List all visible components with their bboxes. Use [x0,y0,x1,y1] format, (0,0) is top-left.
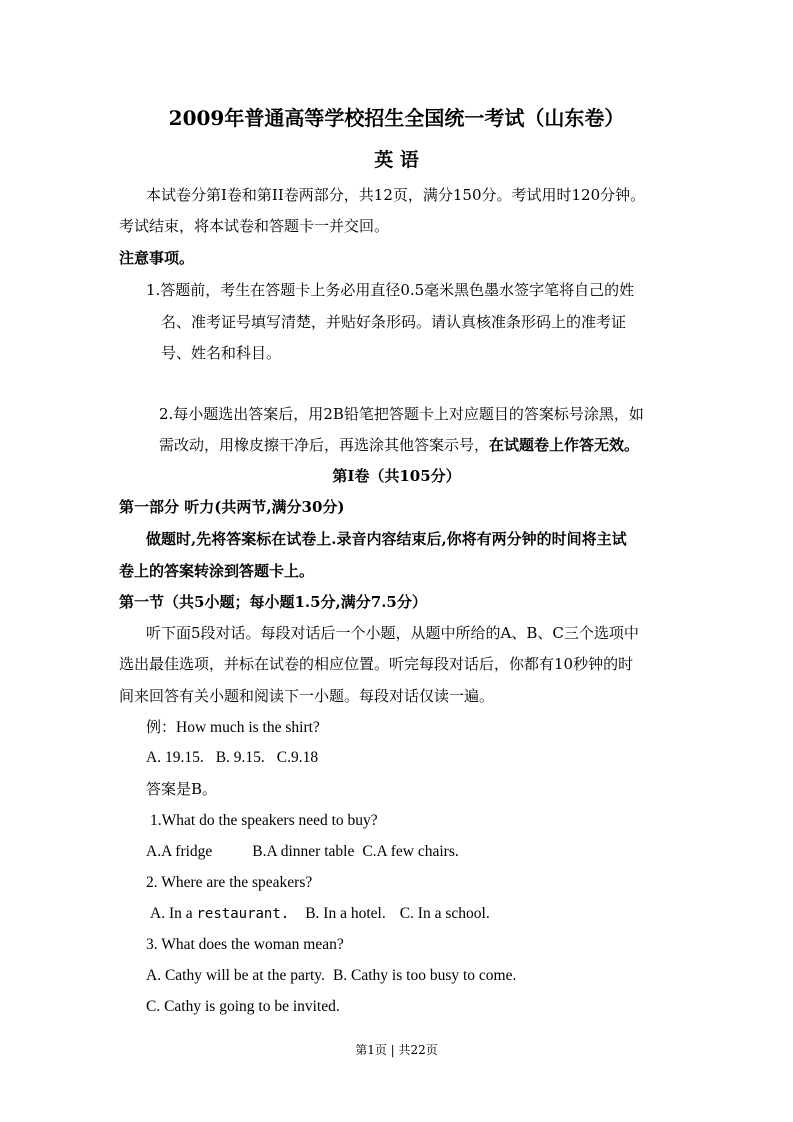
note-2-line-2 [159,435,639,455]
note-2-line-1: 2.每小题选出答案后，用2B铅笔把答题卡上对应题目的答案标号涂黑，如 [159,405,644,423]
part-1-instruction-line-2: 卷上的答案转涂到答题卡上。 [119,562,315,580]
example-question-text: How much is the shirt? [176,719,320,736]
question-1-option-b: B.A dinner table [252,843,355,860]
question-2-option-c: C. In a school. [399,905,490,922]
note-1-line-1: 1.答题前，考生在答题卡上务必用直径0.5毫米黑色墨水签字笔将自己的姓 [146,281,635,299]
question-3-option-a: A. Cathy will be at the party. [146,967,325,984]
question-2-stem: 2. Where are the speakers? [146,874,313,891]
question-3-option-c: C. Cathy is going to be invited. [146,998,340,1015]
section-1-heading: 第一节（共5小题；每小题1.5分,满分7.5分） [119,593,427,611]
question-2-options [150,904,490,924]
volume-heading: 第I卷（共105分） [332,467,461,485]
footer-separator: | [390,1043,395,1057]
example-answer: 答案是B。 [146,780,218,798]
question-2-option-a-prefix: A. In a [150,905,193,922]
page-footer [0,1040,793,1060]
example-option-b: B. 9.15. [215,749,265,766]
question-2-option-b: B. In a hotel. [305,905,386,922]
question-2-option-a [150,905,289,922]
subject-title: 英 语 [374,149,419,171]
example-label: 例： [146,718,177,736]
note-1-line-3: 号、姓名和科目。 [161,344,282,362]
question-1-stem: 1.What do the speakers need to buy? [150,812,378,829]
exam-title: 2009年普通高等学校招生全国统一考试（山东卷） [168,106,625,130]
footer-total-pages: 共22页 [398,1043,438,1057]
example-question [146,717,320,738]
question-3-options-row-1 [146,966,516,986]
part-1-heading: 第一部分 听力(共两节,满分30分) [119,498,345,516]
question-2-option-a-word: restaurant. [196,906,290,922]
example-option-a: A. 19.15. [146,749,204,766]
question-1-option-a: A.A fridge [146,843,213,860]
notes-heading: 注意事项。 [119,249,195,267]
intro-line-2: 考试结束，将本试卷和答题卡一并交回。 [119,217,390,235]
intro-line-1: 本试卷分第I卷和第II卷两部分，共12页，满分150分。考试用时120分钟。 [146,186,646,204]
question-3-option-b: B. Cathy is too busy to come. [332,967,517,984]
example-options [146,748,318,768]
question-3-stem: 3. What does the woman mean? [146,936,344,953]
note-2-line-2-text: 需改动，用橡皮擦干净后，再选涂其他答案示号， [159,436,490,454]
question-1-option-c: C.A few chairs. [362,843,459,860]
section-1-para-line-1: 听下面5段对话。每段对话后一个小题，从题中所给的A、B、C三个选项中 [146,624,639,642]
note-2-warning: 在试题卷上作答无效。 [489,436,640,454]
question-1-options [146,842,459,862]
example-option-c: C.9.18 [276,749,319,766]
footer-page-number: 第1页 [355,1043,387,1057]
note-1-line-2: 名、准考证号填写清楚，并贴好条形码。请认真核准条形码上的准考证 [161,313,627,331]
section-1-para-line-2: 选出最佳选项，并标在试卷的相应位置。听完每段对话后，你都有10秒钟的时 [119,655,634,673]
part-1-instruction-line-1: 做题时,先将答案标在试卷上.录音内容结束后,你将有两分钟的时间将主试 [146,530,627,548]
section-1-para-line-3: 间来回答有关小题和阅读下一小题。每段对话仅读一遍。 [119,687,495,705]
